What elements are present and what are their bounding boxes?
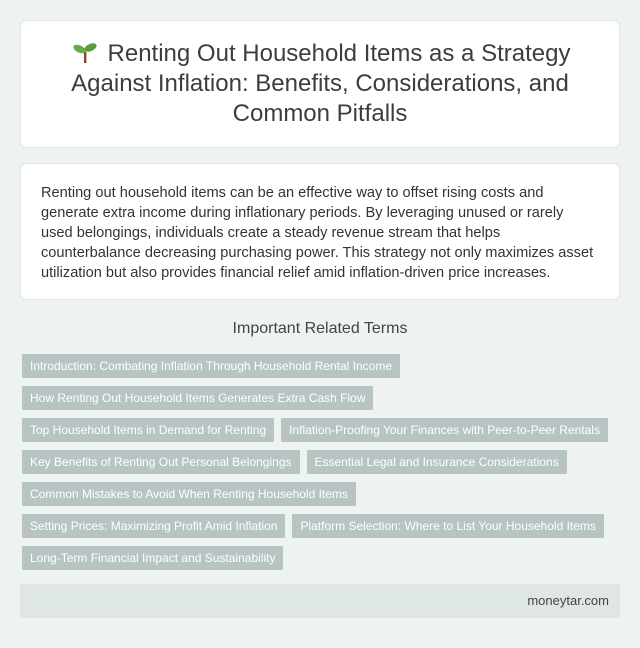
related-term-tag[interactable]: Introduction: Combating Inflation Through Household Rental Income [22, 354, 400, 378]
related-term-tag[interactable]: Platform Selection: Where to List Your Household Items [292, 514, 603, 538]
page-title [45, 39, 595, 129]
tag-row [22, 418, 622, 450]
tag-row [22, 514, 622, 546]
tag-row [22, 546, 622, 578]
tag-row [22, 482, 622, 514]
intro-card [20, 163, 620, 300]
related-term-tag[interactable]: Key Benefits of Renting Out Personal Belongings [22, 450, 300, 474]
footer [20, 584, 620, 618]
tag-row [22, 386, 622, 418]
related-terms-heading: Important Related Terms [232, 320, 408, 337]
title-card [20, 20, 620, 148]
related-term-tag[interactable]: Inflation-Proofing Your Finances with Peer-to-Peer Rentals [281, 418, 608, 442]
title-text: Renting Out Household Items as a Strategy Against Inflation: Benefits, Considerations, and Common Pitfalls [71, 40, 571, 127]
intro-paragraph: Renting out household items can be an effective way to offset rising costs and generate extra income during inflationary periods. By leveraging unused or rarely used belongings, individuals create a steady revenue stream that helps counterbalance decreasing purchasing power. This strategy not only maximizes asset utilization but also provides financial relief amid inflation-driven price increases. [41, 185, 594, 281]
related-term-tag[interactable]: How Renting Out Household Items Generates Extra Cash Flow [22, 386, 373, 410]
related-term-tag[interactable]: Top Household Items in Demand for Renting [22, 418, 274, 442]
related-term-tag[interactable]: Setting Prices: Maximizing Profit Amid Inflation [22, 514, 285, 538]
tag-row [22, 354, 622, 386]
sprout-icon [70, 40, 100, 64]
related-term-tag[interactable]: Long-Term Financial Impact and Sustainability [22, 546, 283, 570]
related-term-tag[interactable]: Essential Legal and Insurance Considerations [307, 450, 567, 474]
tag-row [22, 450, 622, 482]
site-name[interactable]: moneytar.com [527, 593, 609, 608]
related-terms-list [22, 354, 622, 578]
related-term-tag[interactable]: Common Mistakes to Avoid When Renting Household Items [22, 482, 356, 506]
